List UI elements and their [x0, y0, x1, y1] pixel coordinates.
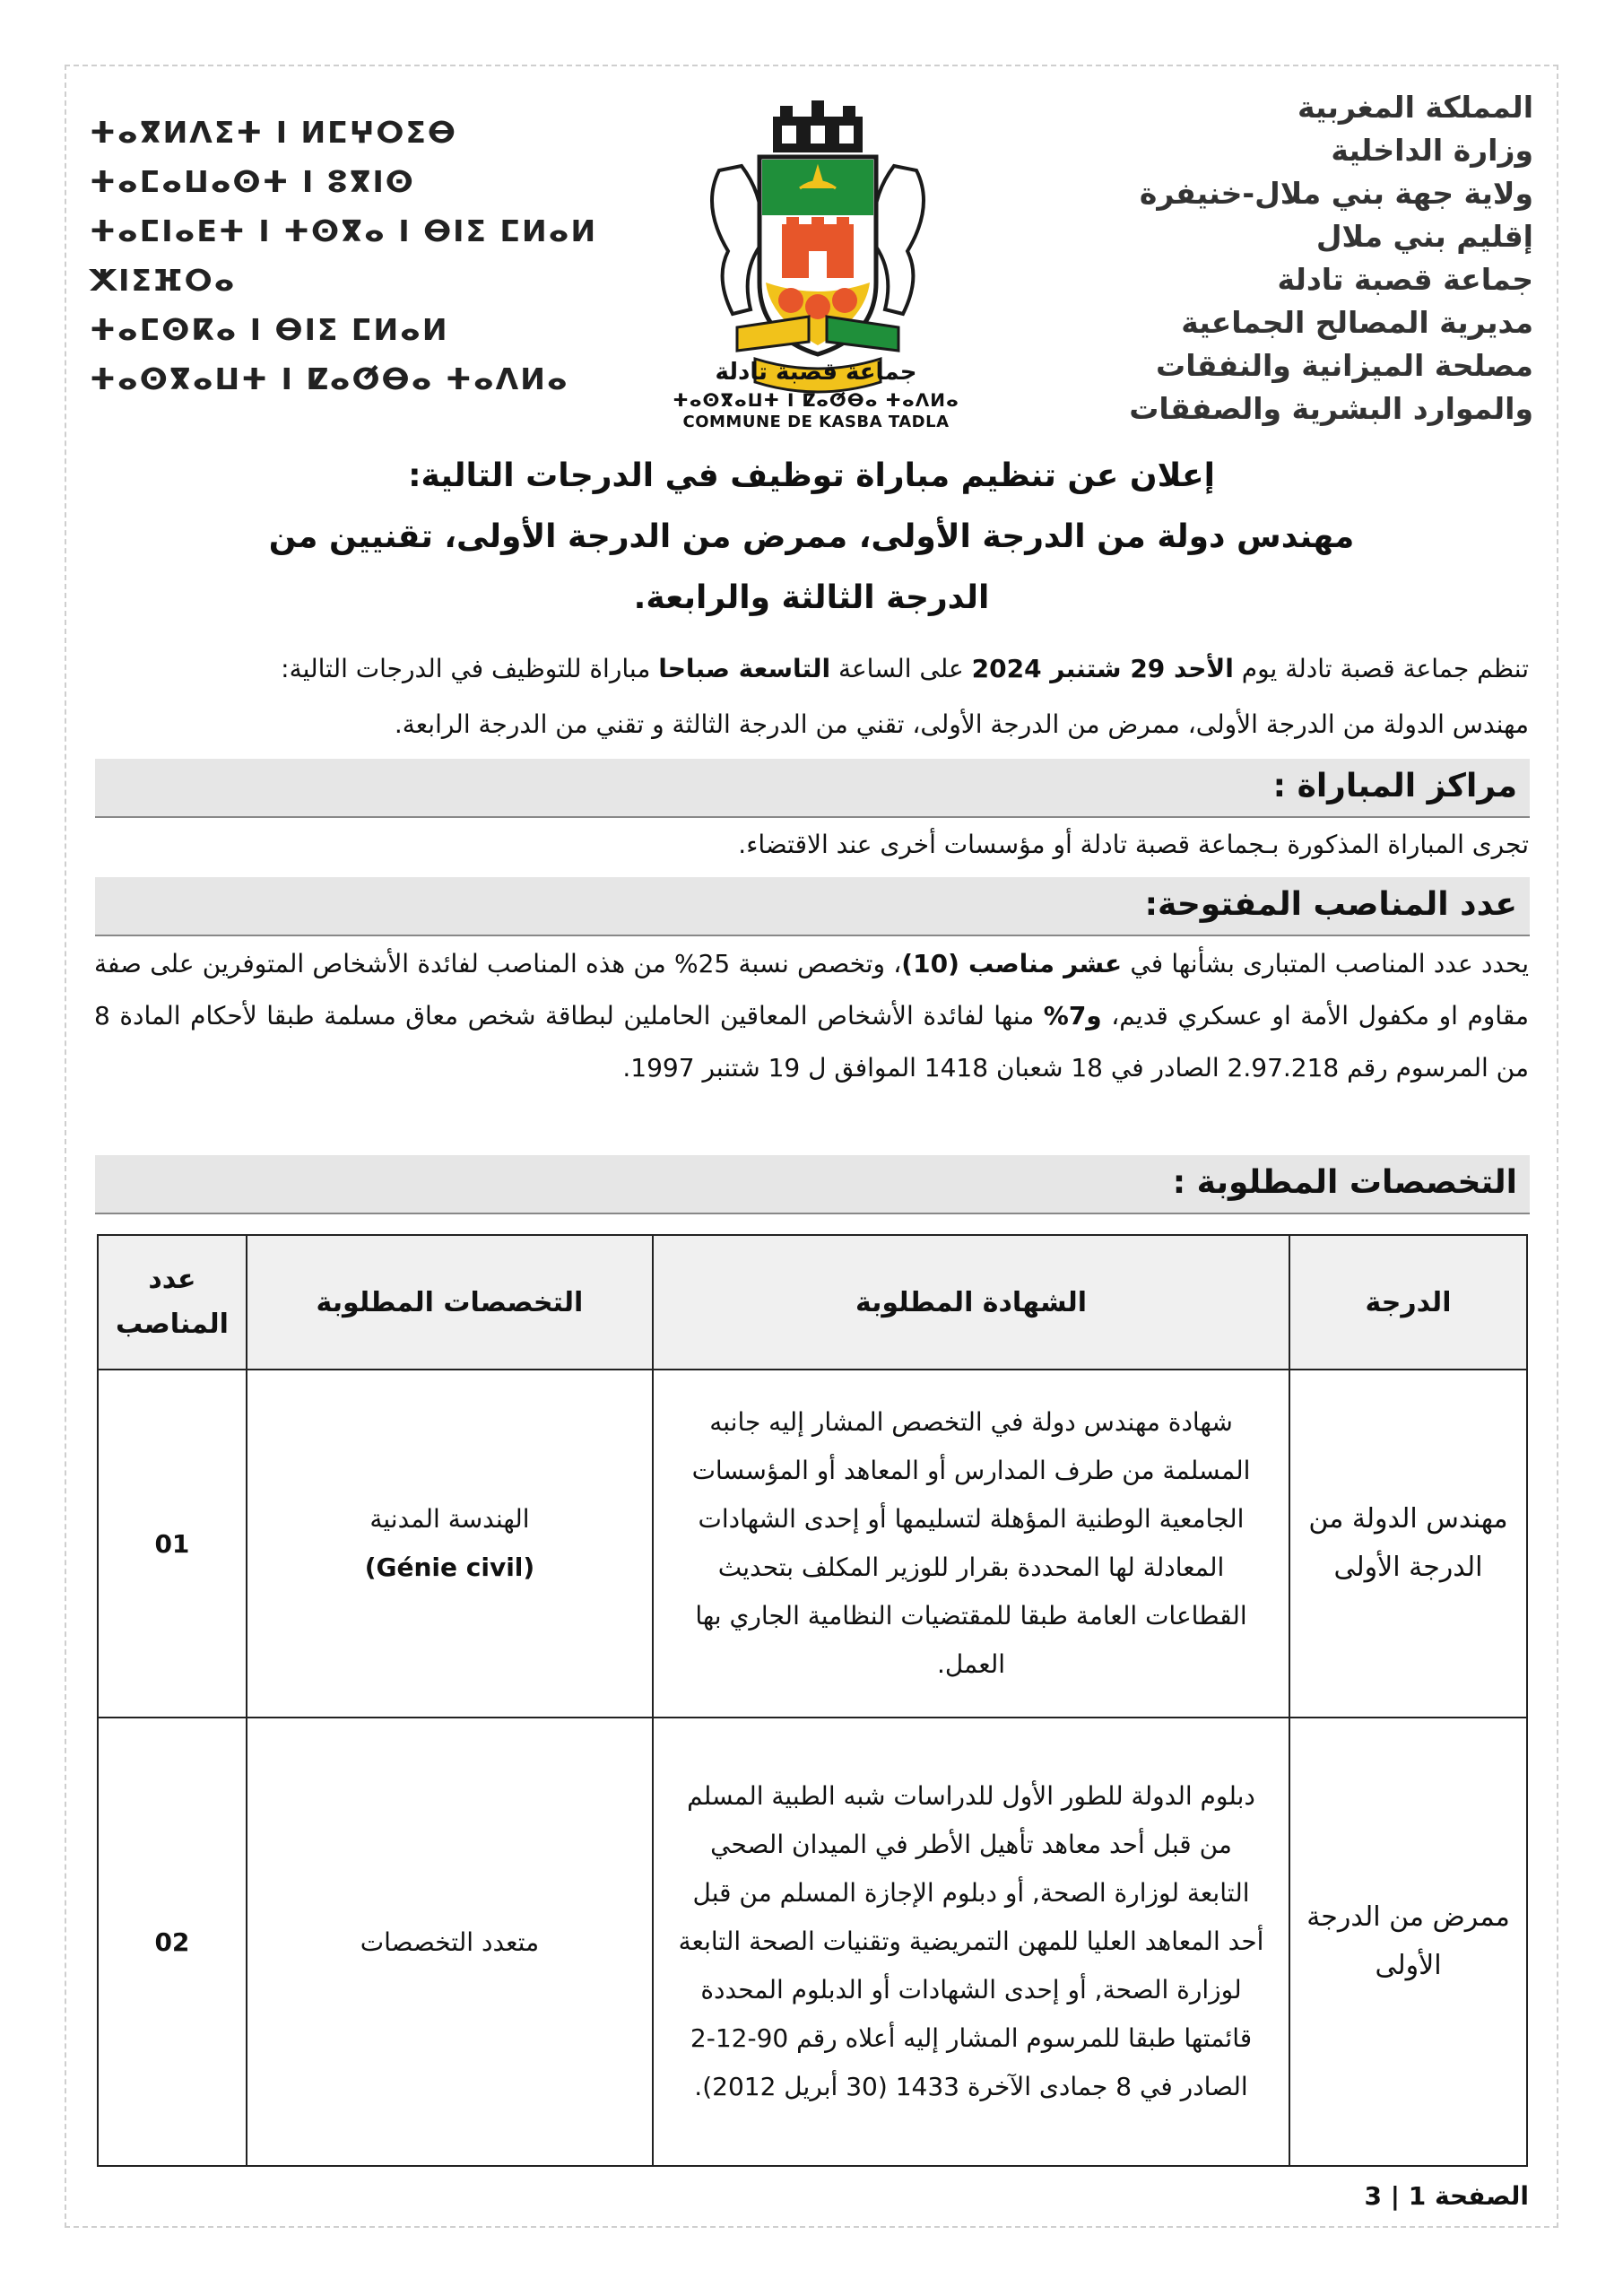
table-header-row: [98, 1235, 1527, 1370]
section-header-centers: [95, 759, 1530, 818]
header-arabic: [1031, 86, 1533, 430]
cell-count: 02: [98, 1718, 247, 2166]
specialties-table: [97, 1234, 1528, 2167]
cell-certificate: شهادة مهندس دولة في التخصص المشار إليه جانبه المسلمة من طرف المدارس أو المعاهد أو المؤسسات الجامعية الوطنية المؤهلة لتسليمها أو إحدى الشهادات المعادلة لها المحددة بقرار للوزير المكلف بتحديث القطاعات العامة طبقا للمقتضيات النظامية الجاري بها العمل.: [653, 1370, 1289, 1718]
header-line: ⵜⴰⵎⵙⴽⴰ ⵏ ⴱⵏⵉ ⵎⵍⴰⵍ: [90, 312, 449, 347]
header-line: وزارة الداخلية: [1331, 133, 1533, 168]
intro-date: الأحد 29 شتنبر 2024: [971, 654, 1234, 683]
col-specialty: التخصصات المطلوبة: [247, 1235, 653, 1370]
header-line: مديرية المصالح الجماعية: [1181, 305, 1533, 340]
cell-count: 01: [98, 1370, 247, 1718]
specialty-fr: (Génie civil): [364, 1552, 535, 1582]
section-title: التخصصات المطلوبة :: [1172, 1164, 1517, 1201]
posts-text-part: ، وتخصص نسبة 25% من هذه المناصب لفائدة الأشخاص المتوفرين على صفة مقاوم او مكفول الأمة او عسكري قديم،: [94, 949, 1529, 1031]
specialty-ar: الهندسة المدنية: [369, 1504, 530, 1534]
emblem-caption-fr: COMMUNE DE KASBA TADLA: [682, 413, 950, 431]
col-grade: الدرجة: [1289, 1235, 1527, 1370]
intro-text: تنظم جماعة قصبة تادلة يوم: [1233, 654, 1529, 683]
cell-specialty: [247, 1370, 653, 1718]
header-line: مصلحة الميزانية والنفقات: [1156, 348, 1533, 383]
table-row: [98, 1718, 1527, 2166]
intro-paragraph: [94, 644, 1529, 694]
intro-text: على الساعة: [830, 654, 972, 683]
section-title: مراكز المباراة :: [1272, 768, 1517, 804]
header-line: ⵜⴰⵙⴳⴰⵡⵜ ⵏ ⵇⴰⵚⴱⴰ ⵜⴰⴷⵍⴰ: [90, 361, 569, 396]
announcement-title-line2: مهندس دولة من الدرجة الأولى، ممرض من الدرجة الأولى، تقنيين من: [268, 518, 1355, 555]
posts-text-part: يحدد عدد المناصب المتبارى بشأنها في: [1122, 949, 1529, 978]
header-line: إقليم بني ملال: [1315, 219, 1533, 254]
table-row: [98, 1370, 1527, 1718]
announcement-title-line1: إعلان عن تنظيم مباراة توظيف في الدرجات التالية:: [408, 457, 1215, 494]
posts-text-part: منها لفائدة الأشخاص المعاقين الحاملين لبطاقة شخص معاق مسلمة طبقا لأحكام المادة 8 من المرسوم رقم 2.97.218 الصادر في 18 شعبان 1418 الموافق ل 19 شتنبر 1997.: [94, 1001, 1529, 1083]
header-line: جماعة قصبة تادلة: [1277, 262, 1533, 297]
cell-grade: ممرض من الدرجة الأولى: [1289, 1718, 1527, 2166]
header-line: والموارد البشرية والصفقات: [1129, 391, 1533, 426]
section-header-specialties: [95, 1155, 1530, 1214]
posts-text: [94, 938, 1529, 1094]
posts-percent: و7%: [1043, 1001, 1102, 1031]
intro-time: التاسعة صباحا: [658, 654, 831, 683]
centers-text: تجرى المباراة المذكورة بـجماعة قصبة تادلة أو مؤسسات أخرى عند الاقتضاء.: [738, 830, 1529, 859]
col-count: عدد المناصب: [98, 1235, 247, 1370]
intro-grades: مهندس الدولة من الدرجة الأولى، ممرض من الدرجة الأولى، تقني من الدرجة الثالثة و تقني من الدرجة الرابعة.: [394, 709, 1529, 739]
specialty-ar: متعدد التخصصات: [360, 1926, 540, 1957]
header-line: ⵜⴰⵎⴰⵡⴰⵙⵜ ⵏ ⵓⴳⵏⵙ: [90, 164, 415, 199]
col-certificate: الشهادة المطلوبة: [653, 1235, 1289, 1370]
section-header-posts: [95, 877, 1530, 936]
header-line: المملكة المغربية: [1298, 90, 1533, 125]
intro-text: مباراة للتوظيف في الدرجات التالية:: [281, 654, 659, 683]
header-tifinagh: [90, 108, 664, 404]
emblem-caption-ar: جماعة قصبة تادلة: [715, 359, 917, 386]
header-line: ولاية جهة بني ملال-خنيفرة: [1139, 176, 1533, 211]
header-line: ⵜⴰⵎⵏⴰⴹⵜ ⵏ ⵜⵙⴳⴰ ⵏ ⴱⵏⵉ ⵎⵍⴰⵍ ⵅⵏⵉⴼⵔⴰ: [90, 213, 598, 298]
cell-certificate: دبلوم الدولة للطور الأول للدراسات شبه الطبية المسلم من قبل أحد معاهد تأهيل الأطر في الميدان الصحي التابعة لوزارة الصحة, أو دبلوم الإجازة المسلم من قبل أحد المعاهد العليا للمهن التمريضية وتقنيات الصحة التابعة لوزارة الصحة, أو إحدى الشهادات أو الدبلوم المحددة قائمتها طبقا للمرسوم المشار إليه أعلاه رقم 90-12-2 الصادر في 8 جمادى الآخرة 1433 (30 أبريل 2012).: [653, 1718, 1289, 2166]
header-line: ⵜⴰⴳⵍⴷⵉⵜ ⵏ ⵍⵎⵖⵔⵉⴱ: [90, 115, 458, 150]
posts-count: عشر مناصب (10): [901, 949, 1123, 978]
page-number: الصفحة 1 | 3: [1364, 2181, 1529, 2211]
cell-specialty: [247, 1718, 653, 2166]
section-title: عدد المناصب المفتوحة:: [1144, 886, 1517, 923]
cell-grade: مهندس الدولة من الدرجة الأولى: [1289, 1370, 1527, 1718]
emblem-caption-tf: ⵜⴰⵙⴳⴰⵡⵜ ⵏ ⵇⴰⵚⴱⴰ ⵜⴰⴷⵍⴰ: [673, 389, 959, 411]
announcement-title-line3: الدرجة الثالثة والرابعة.: [633, 579, 990, 616]
